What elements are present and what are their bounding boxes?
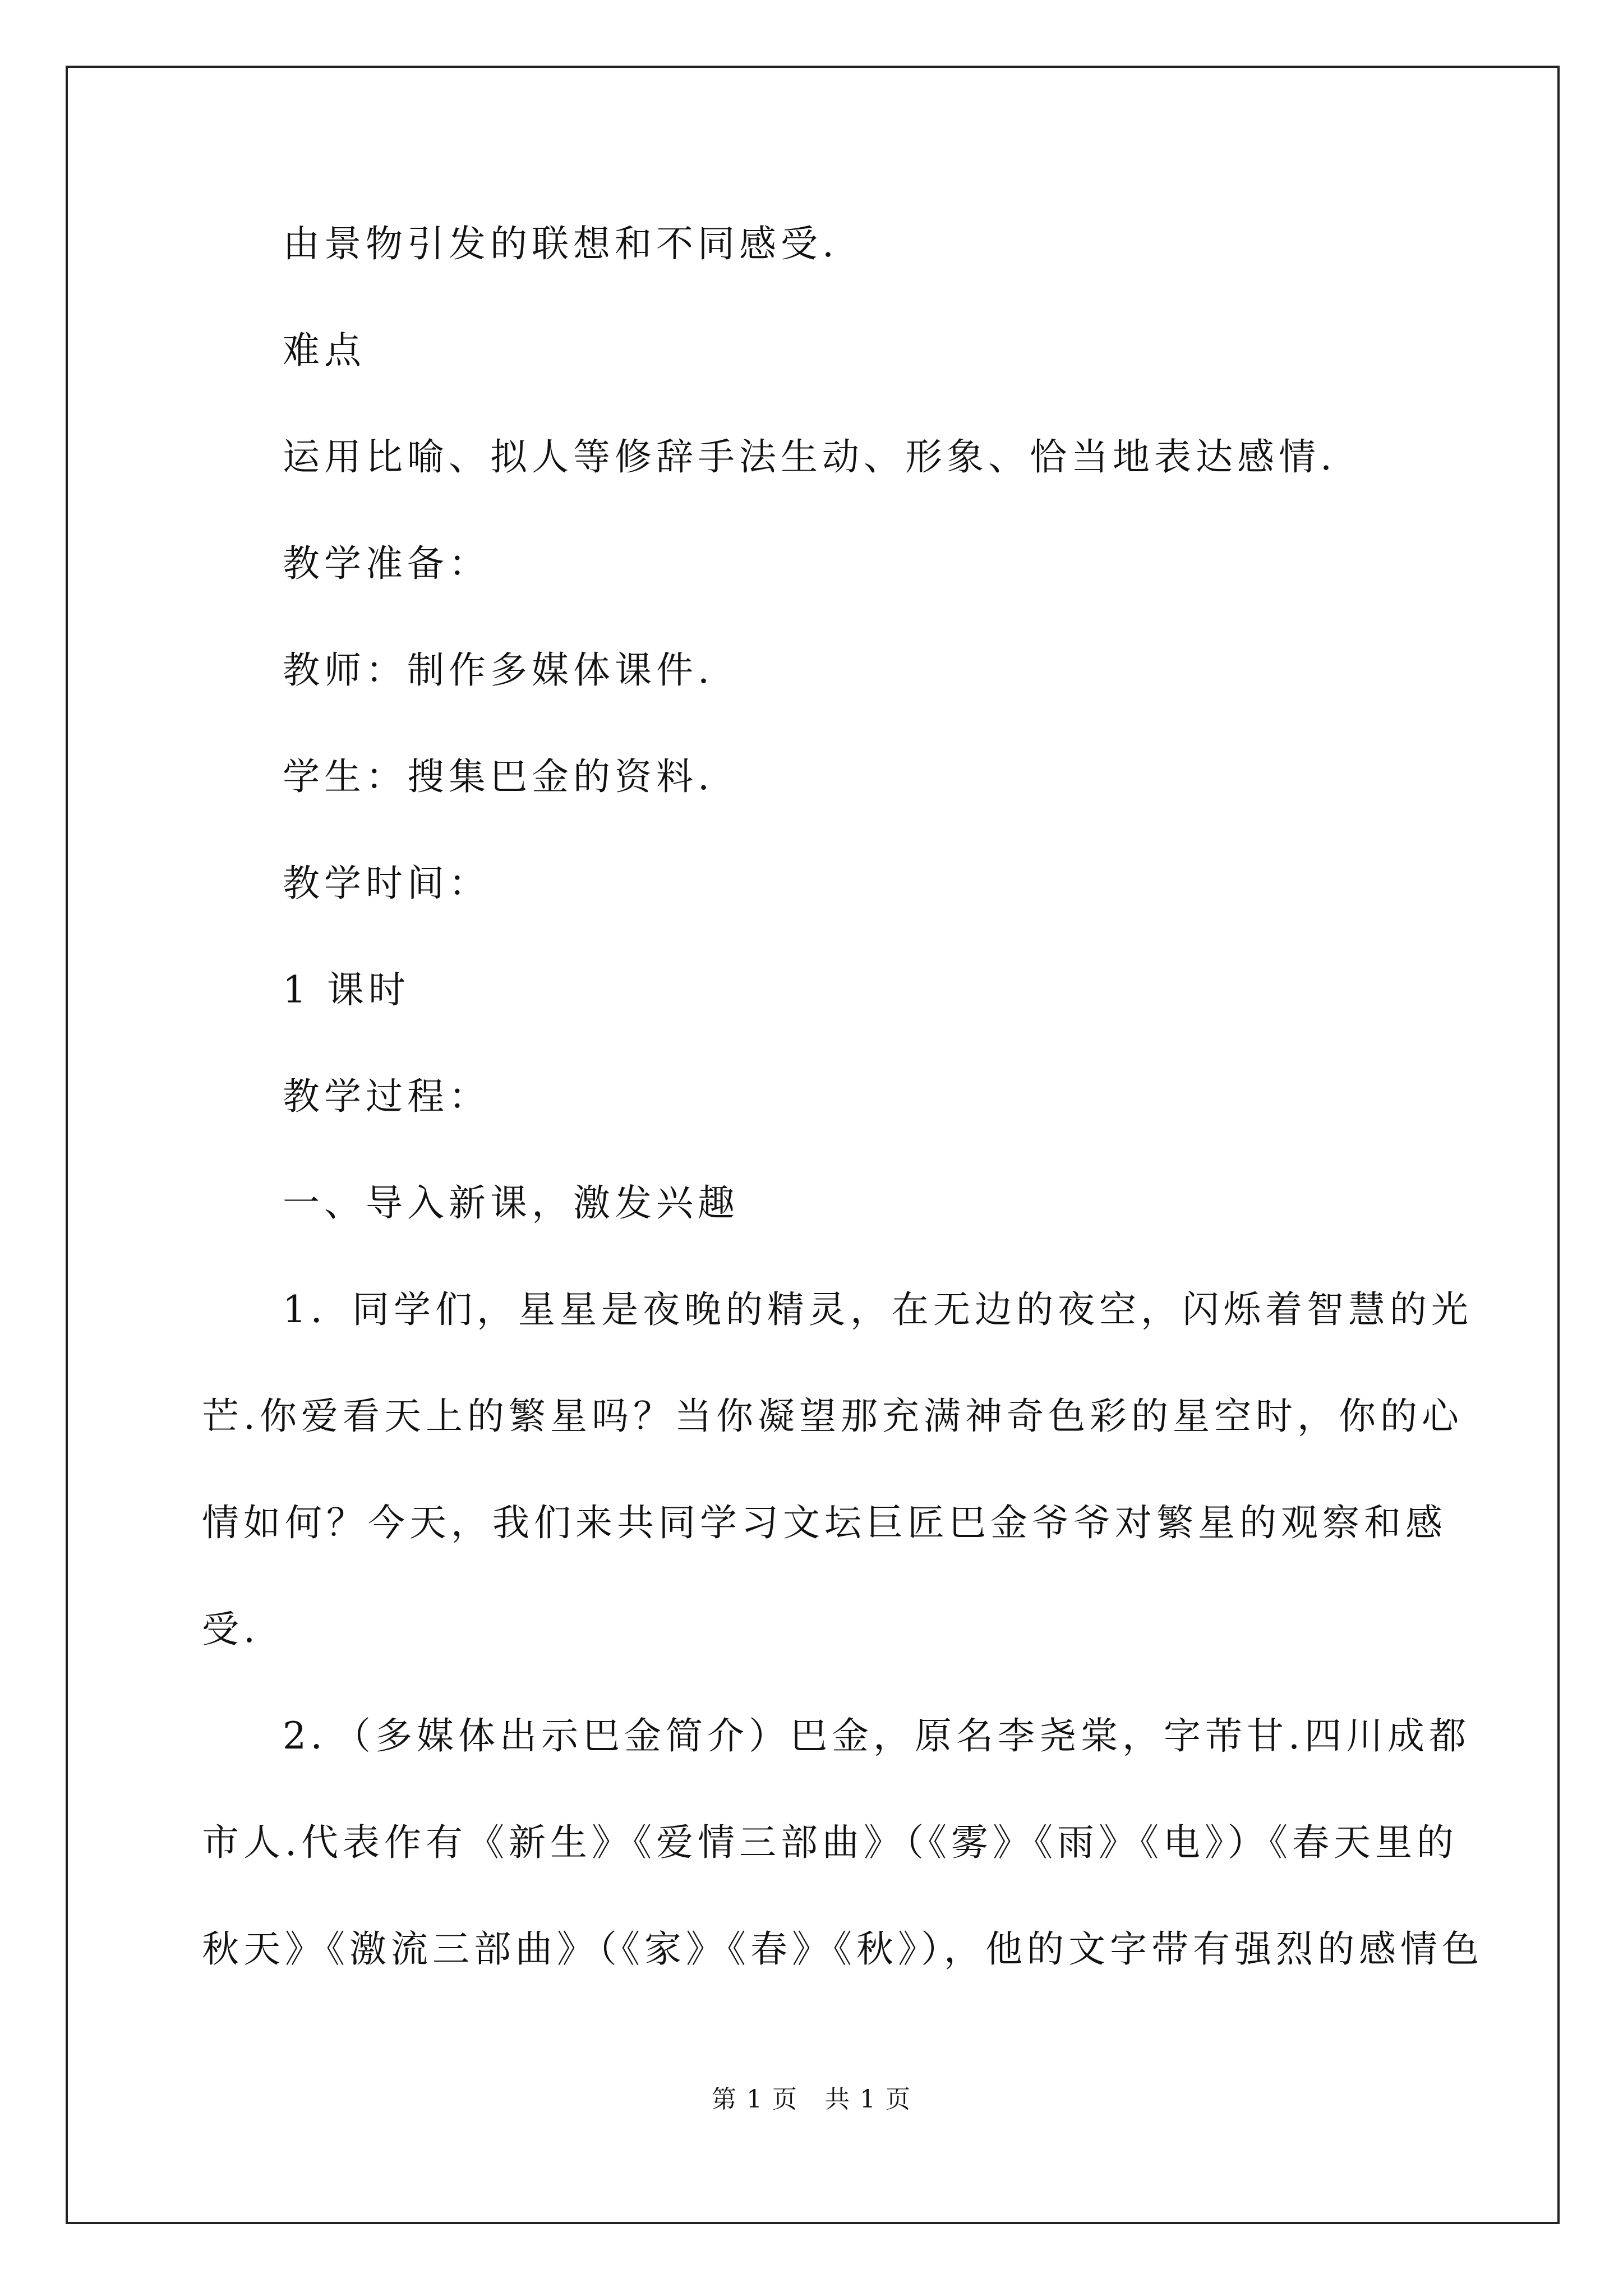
paragraph-line: 1．同学们，星星是夜晚的精灵，在无边的夜空，闪烁着智慧的光 [283,1288,1473,1331]
page-footer [0,2086,1623,2114]
section-heading: 难点 [283,329,366,372]
paragraph-line: 由景物引发的联想和不同感受. [283,222,838,265]
page-total: 共 1 页 [825,2085,911,2114]
section-heading: 教学准备： [283,542,490,585]
paragraph-line: 教师：制作多媒体课件. [283,648,714,692]
paragraph-line: 受. [202,1608,260,1651]
paragraph-line: 情如何？今天，我们来共同学习文坛巨匠巴金爷爷对繁星的观察和感 [202,1501,1447,1544]
page-number: 第 1 页 [712,2085,798,2114]
paragraph-line: 运用比喻、拟人等修辞手法生动、形象、恰当地表达感情. [283,435,1336,478]
page-border [66,66,1560,2224]
paragraph-line: 秋天》《激流三部曲》（《家》《春》《秋》），他的文字带有强烈的感情色 [202,1927,1483,1971]
paragraph-line: 芒.你爱看天上的繁星吗？当你凝望那充满神奇色彩的星空时，你的心 [202,1395,1463,1438]
paragraph-line: 学生：搜集巴金的资料. [283,755,714,798]
paragraph-line: 1 课时 [283,968,410,1011]
section-heading: 一、导入新课，激发兴趣 [283,1181,739,1225]
section-heading: 教学时间： [283,862,490,905]
paragraph-line: 市人.代表作有《新生》《爱情三部曲》（《雾》《雨》《电》）《春天里的 [202,1821,1458,1864]
paragraph-line: 2．（多媒体出示巴金简介）巴金，原名李尧棠，字芾甘.四川成都 [283,1714,1470,1757]
section-heading: 教学过程： [283,1075,490,1118]
